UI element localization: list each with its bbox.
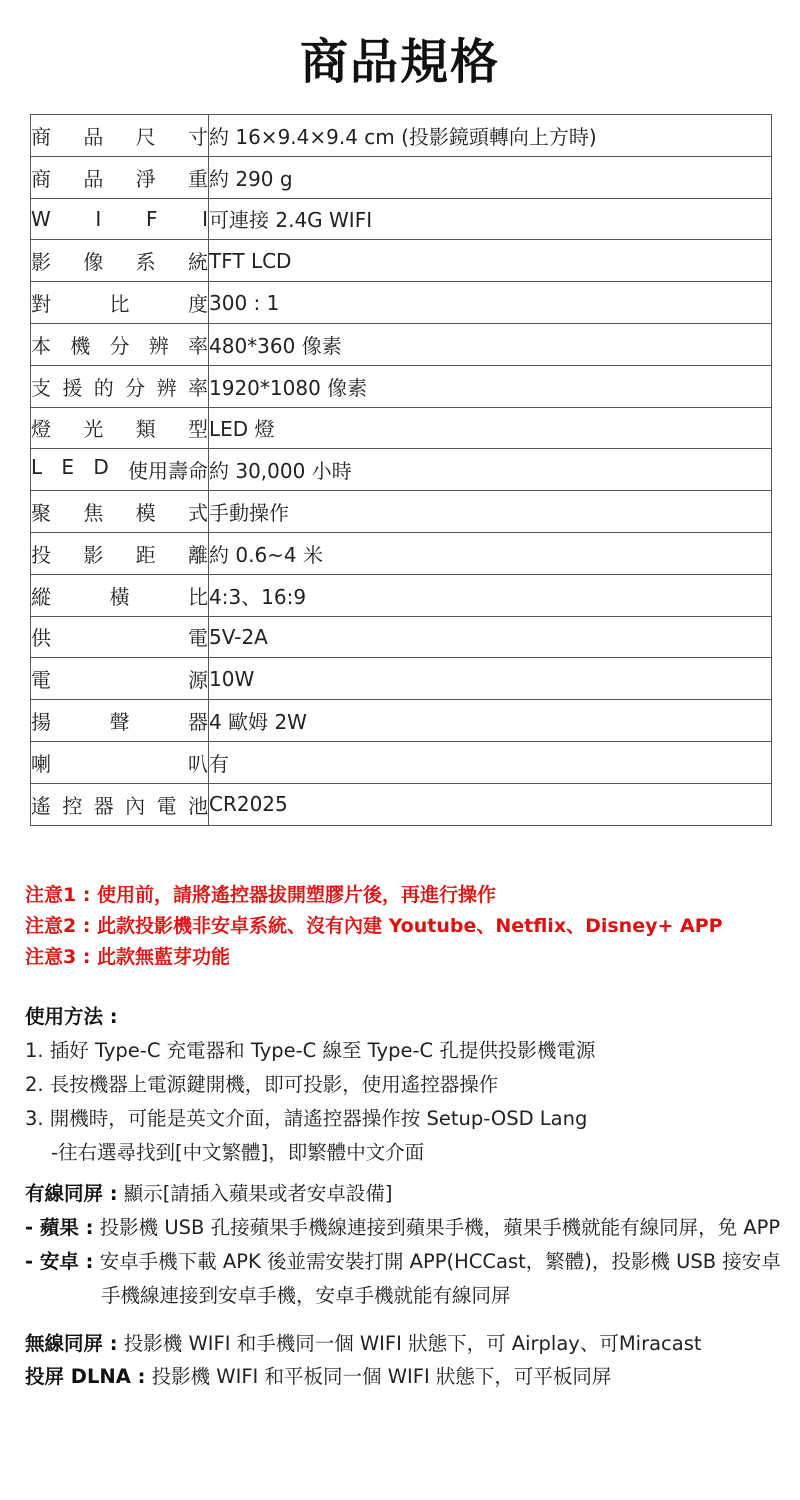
spec-key (31, 616, 209, 658)
spec-key-char: L (31, 455, 43, 480)
spec-key-char: 離 (187, 542, 208, 567)
spec-key-char: 電 (188, 626, 208, 651)
dlna-label: 投屏 DLNA : (25, 1365, 146, 1388)
spec-key-char: 距 (135, 542, 156, 567)
spec-row (31, 365, 772, 407)
spec-key-char: 控 (62, 793, 83, 818)
spec-key-char: 橫 (109, 584, 130, 609)
spec-key-char: 系 (135, 250, 156, 275)
android-label: - 安卓 : (25, 1250, 94, 1273)
spec-value: 300 : 1 (209, 282, 772, 324)
wireless-text: 投影機 WIFI 和手機同一個 WIFI 狀態下，可 Airplay、可Miracast (117, 1332, 702, 1355)
spec-key-char: E (61, 455, 75, 480)
spec-key-char: 模 (135, 501, 156, 526)
spec-key-label (31, 413, 208, 442)
spec-key-char: 支 (31, 375, 51, 400)
spec-row (31, 240, 772, 282)
apple-line (25, 1211, 785, 1245)
spec-row (31, 532, 772, 574)
usage-step-3: 3. 開機時，可能是英文介面，請遙控器操作按 Setup-OSD Lang (25, 1107, 588, 1130)
spec-key-char: 分 (109, 333, 130, 358)
spec-key-label (31, 207, 208, 231)
usage-step-2: 2. 長按機器上電源鍵開機，即可投影，使用遙控器操作 (25, 1073, 499, 1096)
spec-row (31, 783, 772, 825)
spec-key-char: 比 (188, 584, 208, 609)
spec-key-label (31, 455, 208, 484)
spec-key-label (31, 706, 208, 735)
spec-key-char: 喇 (31, 751, 51, 776)
android-line-continued: 手機線連接到安卓手機，安卓手機就能有線同屏 (101, 1284, 511, 1307)
spec-row (31, 491, 772, 533)
wired-text: 顯示[請插入蘋果或者安卓設備] (117, 1182, 393, 1205)
spec-key-char: 辨 (148, 333, 169, 358)
spec-row (31, 700, 772, 742)
spec-value: 約 0.6~4 米 (209, 532, 772, 574)
spec-key-char: 尺 (135, 124, 156, 149)
spec-key-char: 池 (187, 793, 208, 818)
spec-row (31, 156, 772, 198)
usage-step-3-continued: -往右選尋找到[中文繁體]，即繁體中文介面 (51, 1141, 425, 1164)
spec-key-char: 供 (31, 626, 51, 651)
spec-key-char: 聲 (109, 710, 130, 735)
spec-key-char: 度 (188, 292, 208, 317)
spec-key (31, 491, 209, 533)
spec-key-label (31, 121, 208, 150)
wireless-mirroring-section (25, 1327, 702, 1393)
spec-key (31, 658, 209, 700)
spec-key-label (31, 372, 208, 401)
spec-key-char: 揚 (31, 710, 51, 735)
spec-key-char: 比 (109, 292, 130, 317)
spec-value: 約 16×9.4×9.4 cm (投影鏡頭轉向上方時) (209, 115, 772, 157)
spec-key-label (31, 748, 208, 777)
spec-key-char: I (95, 206, 102, 231)
spec-key-char: 統 (187, 250, 208, 275)
spec-value: LED 燈 (209, 407, 772, 449)
spec-key (31, 156, 209, 198)
spec-key-char: 援 (62, 375, 83, 400)
dlna-text: 投影機 WIFI 和平板同一個 WIFI 狀態下，可平板同屏 (145, 1365, 612, 1388)
android-text: 安卓手機下載 APK 後並需安裝打開 APP(HCCast，繁體)，投影機 USB 接安卓 (93, 1250, 781, 1273)
spec-value: 10W (209, 658, 772, 700)
spec-key-char: 叭 (188, 751, 208, 776)
spec-key-char: 分 (125, 375, 146, 400)
spec-value: 4 歐姆 2W (209, 700, 772, 742)
spec-key (31, 407, 209, 449)
spec-key (31, 323, 209, 365)
spec-value: 約 30,000 小時 (209, 449, 772, 491)
spec-key-char: 投 (31, 542, 51, 567)
android-line (25, 1245, 785, 1279)
spec-key (31, 198, 209, 240)
spec-key-char: 品 (83, 166, 104, 191)
apple-label: - 蘋果 : (25, 1216, 94, 1239)
spec-key-char: 聚 (31, 501, 51, 526)
wireless-line (25, 1327, 702, 1360)
wireless-label: 無線同屏 : (25, 1332, 118, 1355)
spec-key-label (31, 246, 208, 275)
spec-key-char: 電 (31, 668, 51, 693)
spec-row (31, 574, 772, 616)
spec-table (30, 114, 772, 826)
spec-value: 手動操作 (209, 491, 772, 533)
spec-key-label (31, 163, 208, 192)
spec-value: 可連接 2.4G WIFI (209, 198, 772, 240)
spec-key (31, 449, 209, 491)
usage-step-1: 1. 插好 Type-C 充電器和 Type-C 線至 Type-C 孔提供投影機電源 (25, 1039, 596, 1062)
wired-label: 有線同屏 : (25, 1182, 118, 1205)
spec-key-char: D (93, 455, 109, 480)
spec-key-char: 型 (187, 417, 208, 442)
spec-key (31, 282, 209, 324)
spec-key-label (31, 497, 208, 526)
spec-key-label (31, 622, 208, 651)
spec-row (31, 282, 772, 324)
spec-row (31, 616, 772, 658)
spec-key-char: 影 (83, 542, 104, 567)
spec-key-char: I (202, 206, 208, 231)
spec-key-char: 商 (31, 124, 51, 149)
spec-key-char: 重 (187, 166, 208, 191)
spec-value: 5V-2A (209, 616, 772, 658)
spec-key-char: 縱 (31, 584, 51, 609)
spec-key-char: 率 (188, 333, 208, 358)
spec-key (31, 240, 209, 282)
spec-value: 4:3、16:9 (209, 574, 772, 616)
spec-key (31, 365, 209, 407)
spec-key-char: 本 (31, 333, 51, 358)
spec-key (31, 574, 209, 616)
spec-key-char: 器 (93, 793, 114, 818)
note-2: 注意2 : 此款投影機非安卓系統、沒有內建 Youtube、Netflix、Disney+ APP (25, 915, 723, 937)
spec-key-label (31, 664, 208, 693)
spec-key-char: 品 (83, 124, 104, 149)
spec-key-char: 式 (187, 501, 208, 526)
note-3: 注意3 : 此款無藍芽功能 (25, 946, 231, 968)
wired-mirroring-section (25, 1177, 785, 1313)
spec-key-char: 淨 (135, 166, 156, 191)
spec-row (31, 198, 772, 240)
spec-value: 約 290 g (209, 156, 772, 198)
spec-row (31, 741, 772, 783)
usage-heading: 使用方法 : (25, 1005, 118, 1028)
spec-key (31, 783, 209, 825)
spec-value: TFT LCD (209, 240, 772, 282)
spec-key-char: F (145, 206, 158, 231)
notes-section (25, 880, 723, 973)
spec-key (31, 741, 209, 783)
spec-row (31, 115, 772, 157)
note-1: 注意1 : 使用前，請將遙控器拔開塑膠片後，再進行操作 (25, 884, 497, 906)
spec-key-char: 焦 (83, 501, 104, 526)
spec-key-char: 光 (83, 417, 104, 442)
wired-line (25, 1177, 785, 1211)
spec-key-label (31, 539, 208, 568)
spec-value: 1920*1080 像素 (209, 365, 772, 407)
spec-key-char: 使用壽命 (128, 459, 208, 484)
spec-key-char: 源 (188, 668, 208, 693)
spec-key (31, 115, 209, 157)
spec-row (31, 449, 772, 491)
page-title: 商品規格 (299, 34, 500, 90)
spec-key-char: 辨 (156, 375, 177, 400)
usage-section (25, 1000, 595, 1170)
spec-key-char: 機 (70, 333, 91, 358)
spec-key-char: 寸 (187, 124, 208, 149)
spec-row (31, 658, 772, 700)
spec-key-char: 商 (31, 166, 51, 191)
spec-key-label (31, 330, 208, 359)
spec-row (31, 407, 772, 449)
spec-row (31, 323, 772, 365)
spec-key-char: W (31, 206, 51, 231)
spec-key-char: 內 (125, 793, 146, 818)
spec-key-label (31, 581, 208, 610)
spec-key-char: 類 (135, 417, 156, 442)
spec-key (31, 532, 209, 574)
spec-key-char: 電 (156, 793, 177, 818)
spec-value: 有 (209, 741, 772, 783)
dlna-line (25, 1360, 702, 1393)
spec-key (31, 700, 209, 742)
spec-key-char: 像 (83, 250, 104, 275)
spec-key-char: 對 (31, 292, 51, 317)
spec-key-char: 燈 (31, 417, 51, 442)
apple-text: 投影機 USB 孔接蘋果手機線連接到蘋果手機，蘋果手機就能有線同屏，免 APP (93, 1216, 781, 1239)
spec-key-label (31, 790, 208, 819)
spec-key-char: 影 (31, 250, 51, 275)
spec-key-char: 器 (188, 710, 208, 735)
spec-value: CR2025 (209, 783, 772, 825)
spec-key-char: 率 (187, 375, 208, 400)
spec-key-label (31, 288, 208, 317)
spec-key-char: 遙 (31, 793, 51, 818)
spec-key-char: 的 (93, 375, 114, 400)
spec-value: 480*360 像素 (209, 323, 772, 365)
